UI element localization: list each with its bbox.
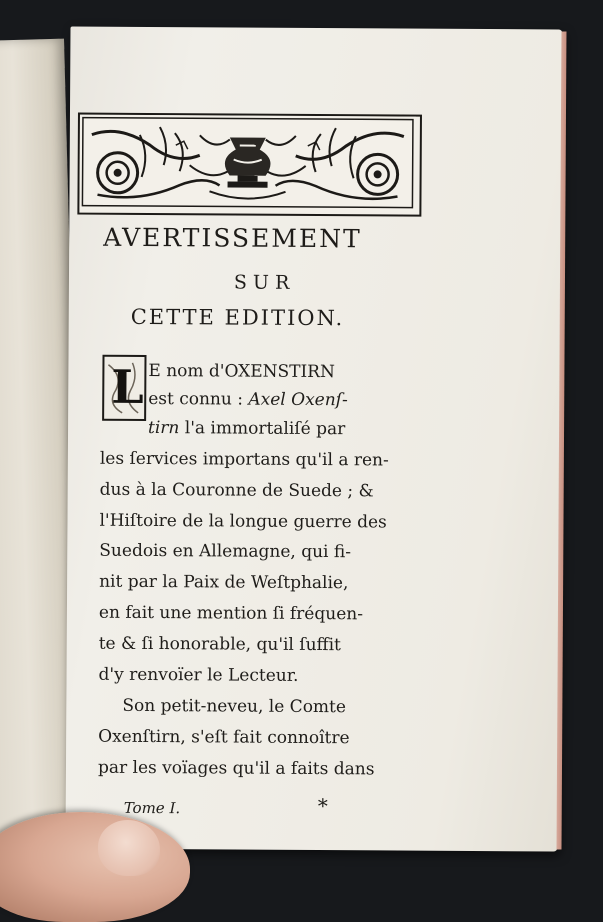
body-line-7: Suedois en Allemagne, qui fi- <box>99 540 352 563</box>
ornamental-headpiece-icon <box>77 113 422 217</box>
title-connector: SUR <box>233 271 296 294</box>
body-line-14: par les voïages qu'il a faits dans <box>97 757 375 780</box>
body-line-9: en fait une mention ſi fréquen- <box>98 602 364 625</box>
body-line-6: l'Hiſtoire de la longue guerre des <box>99 510 387 533</box>
body-line-2 <box>148 388 348 411</box>
body-line-8: nit par la Paix de Weſtphalie, <box>99 571 349 594</box>
decorated-initial <box>102 355 146 421</box>
thumbnail <box>98 820 160 876</box>
body-line-10: te & ſi honorable, qu'il ſuffit <box>98 633 341 656</box>
page-title: AVERTISSEMENT <box>103 222 362 254</box>
body-line-1: E nom d'OXENSTIRN <box>148 360 335 383</box>
body-text: est connu : <box>148 388 249 410</box>
body-italic: tirn <box>148 417 180 439</box>
dropcap-letter: L <box>111 359 144 414</box>
body-line-11: d'y renvoïer le Lecteur. <box>98 664 299 686</box>
body-line-13: Oxenſtirn, s'eſt fait connoître <box>98 726 350 749</box>
signature-mark: * <box>317 794 328 819</box>
body-line-3 <box>148 417 346 440</box>
page-subtitle: CETTE EDITION. <box>130 304 345 331</box>
body-text: l'a immortaliſé par <box>179 418 346 440</box>
body-line-4: les ſervices importans qu'il a ren- <box>99 448 389 471</box>
body-italic: Axel Oxenſ- <box>248 389 348 411</box>
page-edge <box>556 32 566 850</box>
body-line-5: dus à la Couronne de Suede ; & <box>99 479 374 502</box>
body-line-12: Son petit-neveu, le Comte <box>122 695 347 718</box>
catchword-volume: Tome I. <box>123 798 181 818</box>
book-page <box>65 27 562 852</box>
